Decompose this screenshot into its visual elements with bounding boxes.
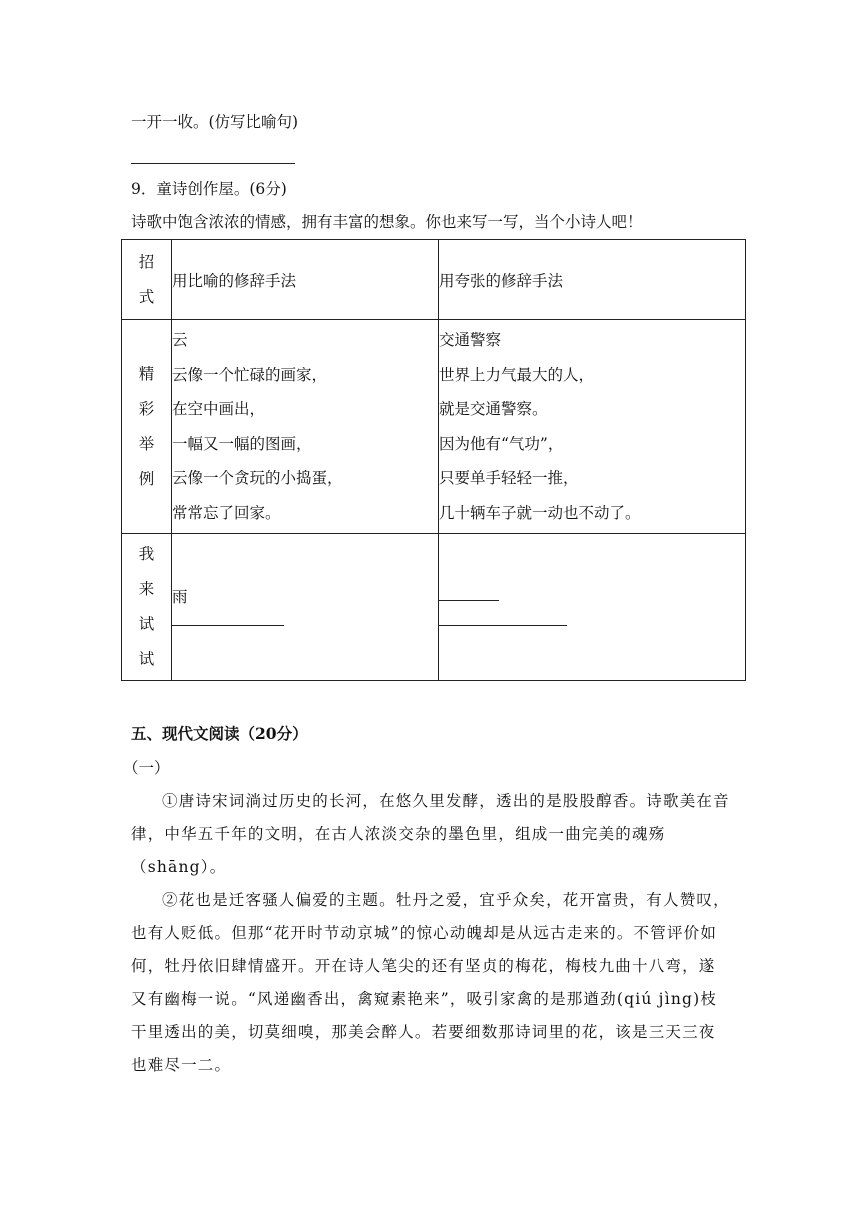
- row-label-char: 我: [138, 545, 155, 563]
- try-title-rain: 雨: [172, 587, 188, 606]
- poem-line: 就是交通警察。: [439, 400, 548, 418]
- poem-line: 云: [172, 331, 188, 349]
- row-label-char: 试: [138, 615, 155, 633]
- passage-paragraph-2: ②花也是迁客骚人偏爱的主题。牡丹之爱，宜乎众矣，花开富贵，有人赞叹，也有人贬低。但那“花开时节动京城”的惊心动魄却是从远古走来的。不管评价如何，牡丹依旧肆情盛开。开在诗人笔尖的还有坚贞的梅花，梅枝九曲十八弯，遂又有幽梅一说。“风递幽香出，禽窥素艳来”，吸引家禽的是那遒劲(qiú jìng)枝干里透出的美，切莫细嗅，那美会醉人。若要细数那诗词里的花，该是三天三夜也难尽一二。: [131, 891, 730, 1074]
- row-label-char: 试: [138, 650, 155, 668]
- answer-blank-rain[interactable]: [172, 624, 284, 626]
- row-label-char: 招: [138, 252, 155, 271]
- poem-line: 一幅又一幅的图画，: [172, 434, 312, 453]
- passage-paragraph-1: ①唐诗宋词淌过历史的长河，在悠久里发酵，透出的是股股醇香。诗歌美在音律，中华五千年的文明，在古人浓淡交杂的墨色里，组成一曲完美的魂殇（shāng）。: [131, 792, 730, 876]
- example-metaphor-poem: [172, 320, 439, 534]
- row-label-char: 彩: [138, 399, 155, 418]
- col-header-exaggeration: 用夸张的修辞手法: [439, 240, 746, 320]
- row-label-char: 例: [138, 469, 155, 488]
- poem-line: 常常忘了回家。: [172, 503, 281, 522]
- poem-line: 因为他有“气功”，: [439, 434, 564, 453]
- poem-line: 在空中画出，: [172, 400, 266, 418]
- answer-blank-top[interactable]: [131, 162, 295, 164]
- try-metaphor-cell: [172, 534, 439, 681]
- reading-passage: [131, 785, 731, 1082]
- poem-line: 云像一个贪玩的小捣蛋，: [172, 469, 343, 487]
- row-label-example: [122, 320, 172, 534]
- poem-table: [121, 239, 746, 681]
- top-line: 一开一收。(仿写比喻句): [131, 113, 299, 131]
- row-label-char: 精: [138, 364, 155, 383]
- try-exaggeration-cell: [439, 534, 746, 681]
- row-label-header: [122, 240, 172, 320]
- poem-line: 交通警察: [439, 331, 502, 349]
- row-label-char: 举: [138, 434, 155, 453]
- poem-line: 世界上力气最大的人，: [439, 365, 595, 384]
- row-label-char: 式: [138, 287, 155, 306]
- poem-line: 云像一个忙碌的画家，: [172, 365, 328, 384]
- answer-blank-title[interactable]: [439, 599, 499, 601]
- section-5-part: （一）: [123, 759, 170, 777]
- table-row-header: [122, 240, 746, 320]
- poem-line: 只要单手轻轻一推，: [439, 469, 579, 487]
- answer-blank-poem[interactable]: [439, 624, 567, 626]
- question-9-intro: 诗歌中饱含浓浓的情感，拥有丰富的想象。你也来写一写，当个小诗人吧！: [131, 213, 643, 231]
- poem-line: 几十辆车子就一动也不动了。: [439, 503, 641, 522]
- question-9-title: 9．童诗创作屋。(6分): [131, 180, 287, 198]
- table-row-example: [122, 320, 746, 534]
- row-label-try: [122, 534, 172, 681]
- col-header-metaphor: 用比喻的修辞手法: [172, 240, 439, 320]
- table-row-try: [122, 534, 746, 681]
- example-exaggeration-poem: [439, 320, 746, 534]
- section-5-heading: 五、现代文阅读（20分）: [131, 724, 308, 743]
- row-label-char: 来: [138, 580, 155, 598]
